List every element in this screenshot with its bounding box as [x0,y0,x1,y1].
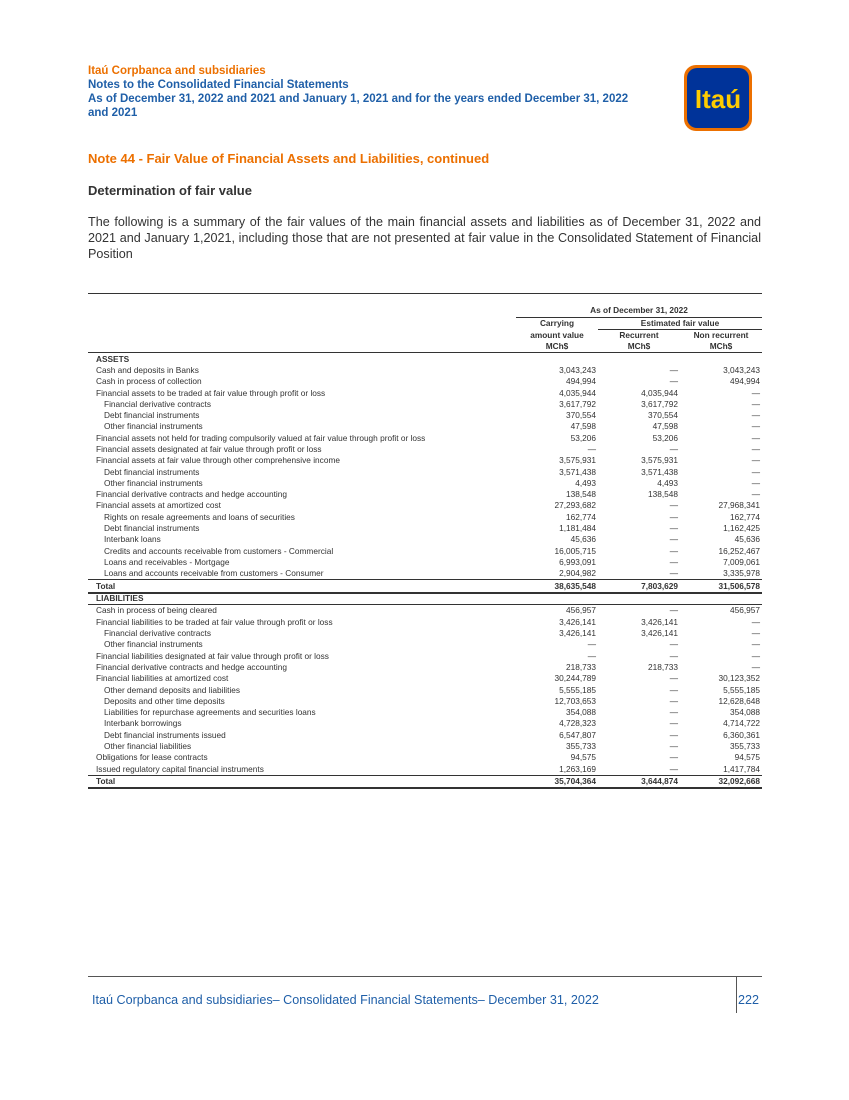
table-row [88,421,762,432]
recurrent-value: 47,598 [652,421,678,432]
carrying-header-line2: amount value [530,329,584,340]
table-row [88,399,762,410]
carrying-value: 370,554 [566,410,596,421]
table-row [88,639,762,650]
nonrecurrent-value: — [751,650,760,661]
table-row [88,763,762,775]
row-label: Financial derivative contracts [104,398,211,409]
table-row [88,673,762,684]
table-row [88,628,762,639]
recurrent-value: — [669,707,678,718]
nonrecurrent-value: 94,575 [734,752,760,763]
carrying-value: 494,994 [566,376,596,387]
nonrecurrent-value: 16,252,467 [718,545,760,556]
carrying-value: 162,774 [566,511,596,522]
unit-label: MCh$ [680,341,762,353]
nonrecurrent-value: — [751,639,760,650]
carrying-value: 218,733 [566,661,596,672]
table-row [88,741,762,752]
footer-text: Itaú Corpbanca and subsidiaries– Consolidated Financial Statements– December 31, 2022 [92,993,599,1007]
nonrecurrent-value: 1,162,425 [723,523,760,534]
row-label: Issued regulatory capital financial instruments [96,763,264,774]
row-label: Cash in process of being cleared [96,605,217,616]
assets-rows [88,365,762,580]
recurrent-value: — [669,511,678,522]
assets-heading: ASSETS [88,353,516,365]
row-label: Other financial instruments [104,639,203,650]
recurrent-value: — [669,752,678,763]
liabilities-total-label: Total [88,775,516,788]
liabilities-fair-value-table [88,593,762,789]
row-label: Other financial instruments [104,421,203,432]
carrying-value: 1,263,169 [559,763,596,774]
row-label: Financial assets at fair value through other comprehensive income [96,455,340,466]
footer-divider [736,976,737,1013]
assets-total-nonrecurrent: 31,506,578 [680,580,762,593]
carrying-value: 2,904,982 [559,568,596,579]
recurrent-value: 218,733 [648,661,678,672]
nonrecurrent-value: 456,957 [730,605,760,616]
recurrent-value: 3,575,931 [641,455,678,466]
table-row [88,534,762,545]
row-label: Financial liabilities at amortized cost [96,673,229,684]
nonrecurrent-value: 5,555,185 [723,684,760,695]
carrying-value: 4,493 [575,477,596,488]
assets-total-recurrent: 7,803,629 [598,580,680,593]
section-heading: Determination of fair value [88,183,252,198]
nonrecurrent-value: 6,360,361 [723,729,760,740]
row-label: Loans and receivables - Mortgage [104,556,230,567]
carrying-value: 27,293,682 [554,500,596,511]
recurrent-value: 3,426,141 [641,628,678,639]
nonrecurrent-value: 30,123,352 [718,673,760,684]
recurrent-value: — [669,364,678,375]
assets-fair-value-table [88,293,762,594]
carrying-value: 3,571,438 [559,466,596,477]
nonrecurrent-value: 354,088 [730,707,760,718]
carrying-value: 3,617,792 [559,398,596,409]
nonrecurrent-value: 1,417,784 [723,763,760,774]
carrying-value: 354,088 [566,707,596,718]
row-label: Financial assets at amortized cost [96,500,221,511]
table-row [88,650,762,661]
nonrecurrent-value: — [751,489,760,500]
recurrent-value: — [669,500,678,511]
carrying-header-line1: Carrying [539,317,575,328]
report-subtitle: Notes to the Consolidated Financial Statements [88,79,349,91]
carrying-value: 12,703,653 [554,695,596,706]
assets-total-label: Total [88,580,516,593]
carrying-value: 53,206 [570,432,596,443]
table-row [88,752,762,763]
nonrecurrent-value: — [751,432,760,443]
row-label: Liabilities for repurchase agreements and securities loans [104,707,316,718]
table-row [88,617,762,628]
recurrent-value: — [669,568,678,579]
recurrent-value: 4,493 [657,477,678,488]
nonrecurrent-value: — [751,466,760,477]
table-row [88,500,762,511]
liabilities-heading: LIABILITIES [88,593,516,605]
row-label: Financial liabilities designated at fair value through profit or loss [96,650,329,661]
nonrecurrent-value: 162,774 [730,511,760,522]
row-label: Financial derivative contracts and hedge accounting [96,661,287,672]
logo-text: Itaú [694,84,742,114]
recurrent-value: — [669,673,678,684]
footer-rule [88,976,762,977]
nonrecurrent-value: 27,968,341 [718,500,760,511]
row-label: Debt financial instruments [104,523,200,534]
table-row [88,568,762,580]
carrying-value: 355,733 [566,741,596,751]
recurrent-value: 3,617,792 [641,398,678,409]
report-header [88,64,688,120]
table-row [88,489,762,500]
unit-label: MCh$ [598,341,680,353]
recurrent-value: — [669,729,678,740]
recurrent-value: — [669,376,678,387]
row-label: Interbank loans [104,534,161,545]
note-title: Note 44 - Fair Value of Financial Assets and Liabilities, continued [88,151,490,166]
table-row [88,662,762,673]
table-row [88,523,762,534]
carrying-value: 30,244,789 [554,673,596,684]
recurrent-value: 3,426,141 [641,616,678,627]
nonrecurrent-value: — [751,398,760,409]
nonrecurrent-value: — [751,410,760,421]
nonrecurrent-value: 3,043,243 [723,364,760,375]
carrying-value: 5,555,185 [559,684,596,695]
carrying-value: 6,547,807 [559,729,596,740]
carrying-value: 16,005,715 [554,545,596,556]
row-label: Other financial instruments [104,477,203,488]
recurrent-value: — [669,545,678,556]
page-number: 222 [738,993,760,1007]
recurrent-value: 370,554 [648,410,678,421]
table-row [88,466,762,477]
carrying-value: 4,035,944 [559,387,596,398]
intro-paragraph: The following is a summary of the fair values of the main financial assets and liabilities as of December 31, 2022 and 2021 and January 1,2021, including those that are not presented at fair value in the Consolidated Statement of Financial Position [88,215,761,261]
company-name: Itaú Corpbanca and subsidiaries [88,65,266,77]
table-row [88,478,762,489]
table-row [88,730,762,741]
recurrent-value: 53,206 [652,432,678,443]
carrying-value: 3,043,243 [559,364,596,375]
nonrecurrent-value: — [751,661,760,672]
carrying-value: 45,636 [570,534,596,545]
table-row [88,557,762,568]
recurrent-value: — [669,605,678,616]
recurrent-value: — [669,523,678,534]
table-row [88,696,762,707]
recurrent-value: 4,035,944 [641,387,678,398]
report-period: As of December 31, 2022 and 2021 and January 1, 2021 and for the years ended December 31, 2022 [88,93,629,105]
recurrent-value: — [669,695,678,706]
row-label: Financial assets designated at fair value through profit or loss [96,444,322,454]
nonrecurrent-value: — [751,444,760,454]
estimated-fair-value-header: Estimated fair value [598,317,762,329]
carrying-value: — [587,639,596,650]
table-row [88,718,762,729]
liabilities-total-nonrecurrent: 32,092,668 [680,775,762,788]
table-row [88,387,762,398]
table-row [88,605,762,617]
row-label: Cash in process of collection [96,376,202,387]
nonrecurrent-value: 355,733 [730,741,760,751]
nonrecurrent-header: Non recurrent [693,330,749,341]
nonrecurrent-value: 4,714,722 [723,718,760,729]
nonrecurrent-value: 7,009,061 [723,556,760,567]
recurrent-value: — [669,650,678,661]
table-row [88,444,762,455]
table-row [88,546,762,557]
assets-total-carrying: 38,635,548 [516,580,598,593]
recurrent-value: — [669,718,678,729]
row-label: Other financial liabilities [104,741,192,751]
carrying-value: 138,548 [566,489,596,500]
row-label: Deposits and other time deposits [104,695,225,706]
recurrent-value: — [669,763,678,774]
nonrecurrent-value: 494,994 [730,376,760,387]
recurrent-value: — [669,444,678,454]
carrying-value: 456,957 [566,605,596,616]
row-label: Financial derivative contracts [104,628,211,639]
nonrecurrent-value: 45,636 [734,534,760,545]
carrying-value: 3,426,141 [559,628,596,639]
table-row [88,410,762,421]
recurrent-value: 138,548 [648,489,678,500]
table-row [88,365,762,376]
carrying-value: 3,575,931 [559,455,596,466]
carrying-value: 1,181,484 [559,523,596,534]
nonrecurrent-value: — [751,455,760,466]
row-label: Debt financial instruments [104,466,200,477]
carrying-value: 4,728,323 [559,718,596,729]
period-header: As of December 31, 2022 [516,305,762,317]
report-period-cont: and 2021 [88,107,138,119]
row-label: Cash and deposits in Banks [96,364,199,375]
row-label: Credits and accounts receivable from customers - Commercial [104,545,334,556]
recurrent-value: — [669,741,678,751]
table-row [88,455,762,466]
nonrecurrent-value: 12,628,648 [718,695,760,706]
liabilities-rows [88,605,762,775]
row-label: Financial liabilities to be traded at fair value through profit or loss [96,616,333,627]
carrying-value: 6,993,091 [559,556,596,567]
recurrent-value: — [669,534,678,545]
row-label: Obligations for lease contracts [96,752,208,763]
row-label: Financial assets to be traded at fair value through profit or loss [96,387,326,398]
nonrecurrent-value: — [751,387,760,398]
table-row [88,433,762,444]
row-label: Interbank borrowings [104,718,182,729]
recurrent-value: — [669,556,678,567]
liabilities-total-carrying: 35,704,364 [516,775,598,788]
recurrent-value: — [669,639,678,650]
nonrecurrent-value: 3,335,978 [723,568,760,579]
nonrecurrent-value: — [751,421,760,432]
table-row [88,376,762,387]
nonrecurrent-value: — [751,616,760,627]
row-label: Other demand deposits and liabilities [104,684,241,695]
carrying-value: — [587,650,596,661]
carrying-value: 94,575 [570,752,596,763]
table-row [88,707,762,718]
carrying-value: — [587,444,596,454]
unit-label: MCh$ [516,341,598,353]
nonrecurrent-value: — [751,477,760,488]
nonrecurrent-value: — [751,628,760,639]
row-label: Financial assets not held for trading compulsorily valued at fair value through profit or loss [96,432,426,443]
row-label: Debt financial instruments issued [104,729,226,740]
row-label: Financial derivative contracts and hedge accounting [96,489,287,500]
itau-logo [684,65,752,131]
row-label: Loans and accounts receivable from customers - Consumer [104,568,324,579]
recurrent-header: Recurrent [619,330,659,341]
carrying-value: 47,598 [570,421,596,432]
table-row [88,512,762,523]
row-label: Rights on resale agreements and loans of securities [104,511,295,522]
table-row [88,684,762,695]
carrying-value: 3,426,141 [559,616,596,627]
liabilities-total-recurrent: 3,644,874 [598,775,680,788]
recurrent-value: 3,571,438 [641,466,678,477]
row-label: Debt financial instruments [104,410,200,421]
recurrent-value: — [669,684,678,695]
